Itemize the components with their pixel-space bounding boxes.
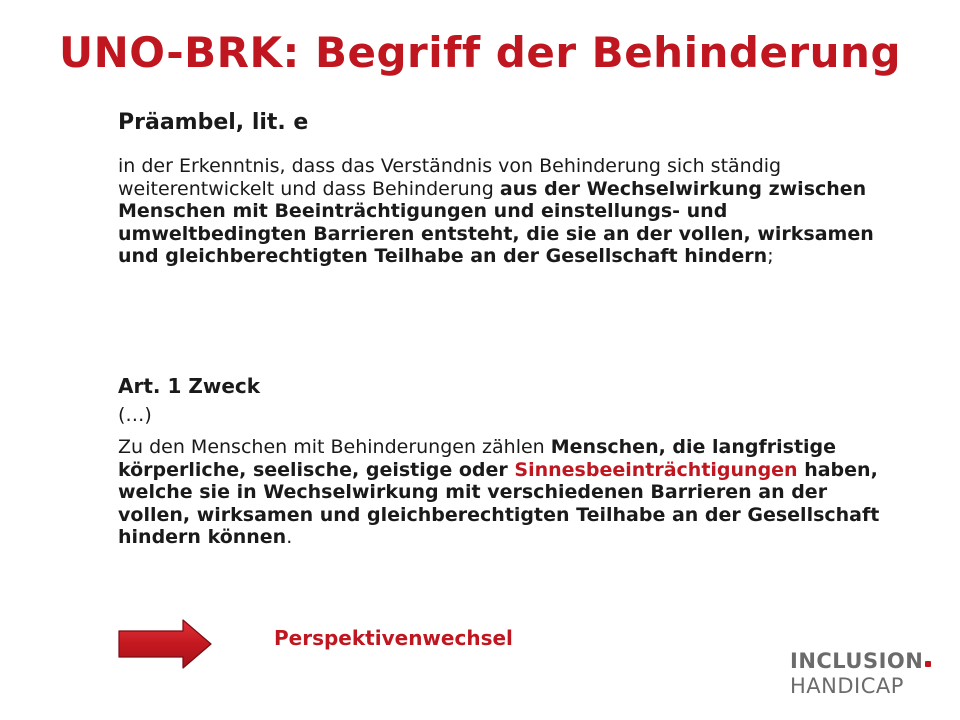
- praeambel-text-end: ;: [767, 245, 774, 267]
- article-text-regular: Zu den Menschen mit Behinderungen zählen: [118, 436, 551, 458]
- praeambel-text-regular: in der Erkenntnis, dass das Verständnis von Behinderung sich ständig weiterentwickelt und dass Behinderung: [118, 155, 782, 200]
- article-text-end: .: [286, 526, 293, 548]
- right-arrow-icon: [117, 618, 213, 670]
- logo-dot-icon: [925, 661, 931, 667]
- inclusion-handicap-logo: [790, 648, 940, 698]
- slide-title: UNO-BRK: Begriff der Behinderung: [58, 28, 902, 77]
- article-text-red: Sinnesbeeinträchtigungen: [514, 458, 798, 481]
- article-text-bold-2: haben, welche sie in Wechselwirkung mit verschiedenen Barrieren an der vollen, wirksamen und gleichberechtigten Teilhabe an der Gesellschaft hindern können: [118, 458, 880, 548]
- praeambel-text-bold: aus der Wechselwirkung zwischen Menschen mit Beeinträchtigungen und einstellungs- und umweltbedingten Barrieren entsteht, die sie an der vollen, wirksamen und gleichberechtigten Teilhabe an der Gesellschaft hindern: [118, 177, 874, 267]
- logo-line1: INCLUSION: [790, 649, 924, 673]
- praeambel-paragraph: [118, 155, 898, 268]
- article-ellipsis: (…): [118, 404, 152, 426]
- praeambel-heading: Präambel, lit. e: [118, 110, 309, 135]
- logo-line2: HANDICAP: [790, 674, 904, 698]
- article-heading: Art. 1 Zweck: [118, 374, 261, 398]
- article-paragraph: [118, 436, 898, 549]
- article-text-bold-1: Menschen, die langfristige körperliche, seelische, geistige oder: [118, 436, 837, 481]
- perspective-label: Perspektivenwechsel: [274, 626, 513, 650]
